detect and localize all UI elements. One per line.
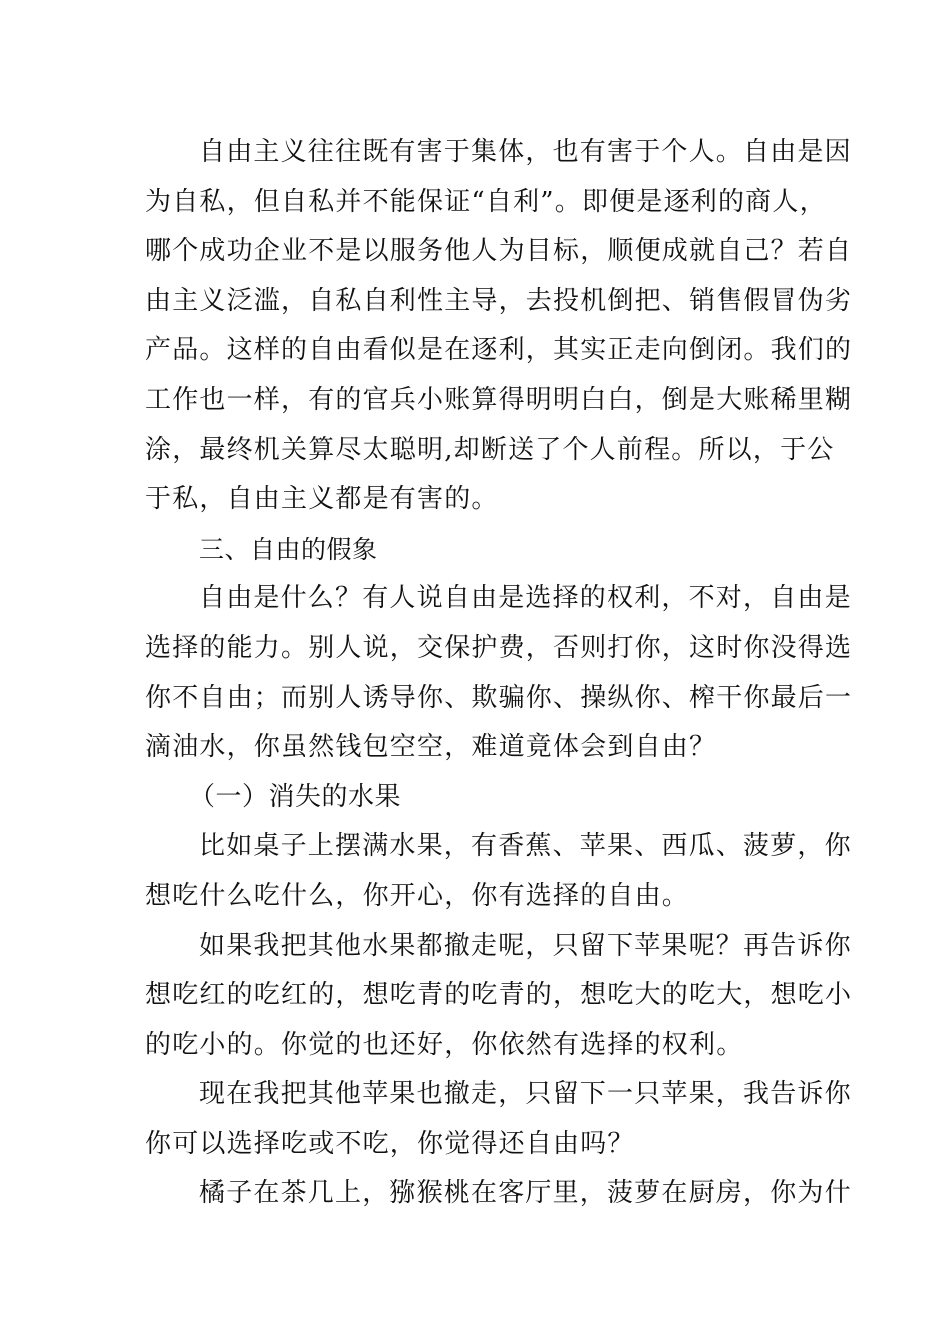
paragraph-line: 比如桌子上摆满水果，有香蕉、苹果、西瓜、菠萝，你 [199, 831, 852, 862]
paragraph-line: 橘子在茶几上，猕猴桃在客厅里，菠萝在厨房，你为什 [199, 1178, 852, 1209]
paragraph-line: 你可以选择吃或不吃，你觉得还自由吗？ [145, 1128, 635, 1159]
paragraph-line: 于私，自由主义都是有害的。 [145, 484, 499, 515]
paragraph-line: 工作也一样，有的官兵小账算得明明白白，倒是大账稀里糊 [145, 384, 853, 415]
paragraph-line: 现在我把其他苹果也撤走，只留下一只苹果，我告诉你 [199, 1079, 852, 1110]
paragraph-line: 想吃红的吃红的，想吃青的吃青的，想吃大的吃大，想吃小 [145, 980, 853, 1011]
paragraph-line: 为自私，但自私并不能保证“自利”。即便是逐利的商人， [145, 186, 827, 217]
paragraph-line: 自由主义往往既有害于集体，也有害于个人。自由是因 [199, 137, 852, 167]
paragraph-line: 你不自由；而别人诱导你、欺骗你、操纵你、榨干你最后一 [145, 682, 853, 713]
paragraph-line: 滴油水，你虽然钱包空空，难道竟体会到自由？ [145, 732, 717, 763]
paragraph-line: 哪个成功企业不是以服务他人为目标，顺便成就自己？若自 [145, 236, 853, 267]
paragraph-line: 的吃小的。你觉的也还好，你依然有选择的权利。 [145, 1029, 744, 1060]
paragraph-line: 产品。这样的自由看似是在逐利，其实正走向倒闭。我们的 [145, 335, 853, 366]
paragraph-line: 选择的能力。别人说，交保护费，否则打你，这时你没得选 [145, 632, 853, 663]
paragraph-line: 想吃什么吃什么，你开心，你有选择的自由。 [145, 880, 690, 911]
section-heading: 三、自由的假象 [199, 534, 378, 564]
paragraph-line: 如果我把其他水果都撤走呢，只留下苹果呢？再告诉你 [199, 930, 852, 961]
document-body [145, 128, 853, 1219]
paragraph-line: 由主义泛滥，自私自利性主导，去投机倒把、销售假冒伪劣 [145, 285, 853, 316]
paragraph-line: 自由是什么？有人说自由是选择的权利，不对，自由是 [199, 583, 852, 614]
subsection-heading: （一）消失的水果 [189, 781, 402, 812]
paragraph-line: 涂，最终机关算尽太聪明,却断送了个人前程。所以，于公 [145, 434, 835, 465]
